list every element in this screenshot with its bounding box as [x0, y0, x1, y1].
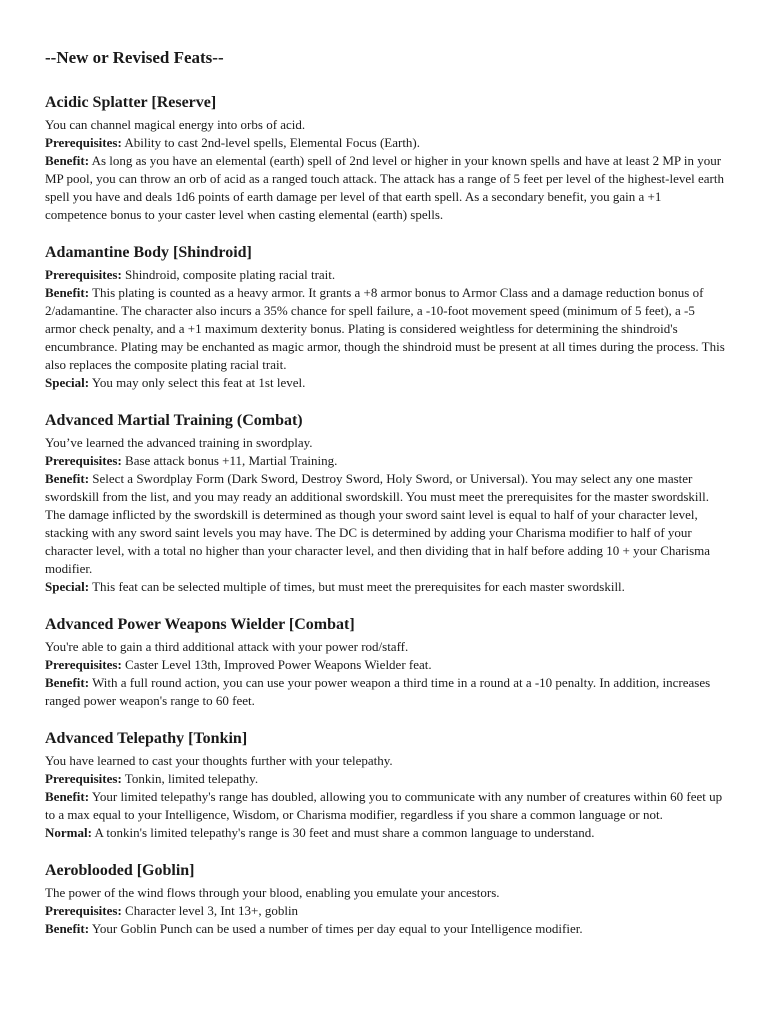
feat-benefit — [45, 788, 725, 824]
line-text: You have learned to cast your thoughts further with your telepathy. — [45, 753, 393, 768]
line-label: Prerequisites: — [45, 135, 122, 150]
document-title: --New or Revised Feats-- — [45, 48, 224, 67]
feat-prerequisites — [45, 902, 725, 920]
feat-description — [45, 884, 725, 902]
line-text: Character level 3, Int 13+, goblin — [125, 903, 299, 918]
line-text: Tonkin, limited telepathy. — [124, 771, 259, 786]
line-text: Your Goblin Punch can be used a number of times per day equal to your Intelligence modifier. — [91, 921, 583, 936]
feat-benefit — [45, 284, 725, 374]
line-label: Special: — [45, 579, 90, 594]
line-text: As long as you have an elemental (earth) spell of 2nd level or higher in your known spells and have at least 2 MP in your MP pool, you can throw an orb of acid as a ranged touch attack. The attack has a range of 5 feet per level of the highest-level earth spell you have and deals 1d6 points of earth damage per level of that earth spell. As a secondary benefit, you gain a +1 competence bonus to your caster level when casting elemental (earth) spells. — [45, 153, 724, 222]
feat-aeroblooded — [45, 860, 725, 938]
feat-description — [45, 434, 725, 452]
line-label: Prerequisites: — [45, 903, 122, 918]
feat-acidic-splatter — [45, 92, 725, 224]
line-text: Your limited telepathy's range has doubled, allowing you to communicate with any number of creatures within 60 feet up to a max equal to your Intelligence, Wisdom, or Charisma modifier, regardless if you share a common language or not. — [45, 789, 723, 822]
line-text: Base attack bonus +11, Martial Training. — [125, 453, 338, 468]
line-label: Benefit: — [45, 921, 90, 936]
feat-title: Advanced Martial Training (Combat) — [45, 412, 303, 429]
line-label: Prerequisites: — [45, 771, 122, 786]
feat-title: Adamantine Body [Shindroid] — [45, 244, 252, 261]
feat-advanced-martial-training — [45, 410, 725, 596]
feat-advanced-telepathy — [45, 728, 725, 842]
line-text: Select a Swordplay Form (Dark Sword, Destroy Sword, Holy Sword, or Universal). You may select any one master swordskill from the list, and you may ready an additional swordskill. You must meet the prerequisites for the master swordskill. The damage inflicted by the swordskill is determined as though your sword saint level is equal to half of your character level, stacking with any sword saint levels you may have. The DC is determined by adding your Charisma modifier to half of your character level, with a total no higher than your character level, and then dividing that in half before adding 10 + your Charisma modifier. — [45, 471, 711, 576]
line-text: With a full round action, you can use your power weapon a third time in a round at a -10 penalty. In addition, increases ranged power weapon's range to 60 feet. — [45, 675, 711, 708]
feat-description — [45, 116, 725, 134]
line-label: Prerequisites: — [45, 453, 122, 468]
feat-prerequisites — [45, 134, 725, 152]
line-label: Benefit: — [45, 285, 90, 300]
line-text: Ability to cast 2nd-level spells, Elemental Focus (Earth). — [124, 135, 421, 150]
line-text: The power of the wind flows through your blood, enabling you emulate your ancestors. — [45, 885, 500, 900]
feat-benefit — [45, 152, 725, 224]
feat-title: Advanced Power Weapons Wielder [Combat] — [45, 616, 355, 633]
feat-advanced-power-weapons-wielder — [45, 614, 725, 710]
line-label: Benefit: — [45, 789, 90, 804]
feat-benefit — [45, 920, 725, 938]
line-text: This plating is counted as a heavy armor. It grants a +8 armor bonus to Armor Class and a damage reduction bonus of 2/adamantine. The character also incurs a 35% chance for spell failure, a -10-foot movement speed (minimum of 5 feet), a -5 armor check penalty, and a +1 maximum dexterity bonus. Plating is considered weightless for determining the shindroid's encumbrance. Plating may be enchanted as magic armor, though the shindroid must be present at all times during the process. This also replaces the composite plating racial trait. — [45, 285, 725, 372]
line-label: Benefit: — [45, 471, 90, 486]
feat-normal — [45, 824, 725, 842]
feat-prerequisites — [45, 656, 725, 674]
feat-prerequisites — [45, 770, 725, 788]
line-label: Prerequisites: — [45, 267, 122, 282]
line-text: You can channel magical energy into orbs of acid. — [45, 117, 306, 132]
line-label: Normal: — [45, 825, 92, 840]
feat-benefit — [45, 674, 725, 710]
line-label: Benefit: — [45, 153, 90, 168]
line-label: Benefit: — [45, 675, 90, 690]
feat-title: Advanced Telepathy [Tonkin] — [45, 730, 248, 747]
feat-title: Acidic Splatter [Reserve] — [45, 94, 217, 111]
feat-prerequisites — [45, 266, 725, 284]
feat-prerequisites — [45, 452, 725, 470]
line-text: Caster Level 13th, Improved Power Weapons Wielder feat. — [125, 657, 432, 672]
line-text: You’ve learned the advanced training in swordplay. — [45, 435, 313, 450]
line-text: You're able to gain a third additional attack with your power rod/staff. — [45, 639, 409, 654]
line-text: This feat can be selected multiple of times, but must meet the prerequisites for each master swordskill. — [92, 579, 625, 594]
line-label: Special: — [45, 375, 90, 390]
feat-adamantine-body — [45, 242, 725, 392]
document-page — [45, 46, 725, 956]
line-text: Shindroid, composite plating racial trait. — [125, 267, 336, 282]
line-text: A tonkin's limited telepathy's range is 30 feet and must share a common language to understand. — [94, 825, 595, 840]
line-text: You may only select this feat at 1st level. — [91, 375, 306, 390]
feat-special — [45, 578, 725, 596]
feat-description — [45, 752, 725, 770]
line-label: Prerequisites: — [45, 657, 122, 672]
feat-special — [45, 374, 725, 392]
feat-benefit — [45, 470, 725, 578]
feat-title: Aeroblooded [Goblin] — [45, 862, 195, 879]
feat-description — [45, 638, 725, 656]
